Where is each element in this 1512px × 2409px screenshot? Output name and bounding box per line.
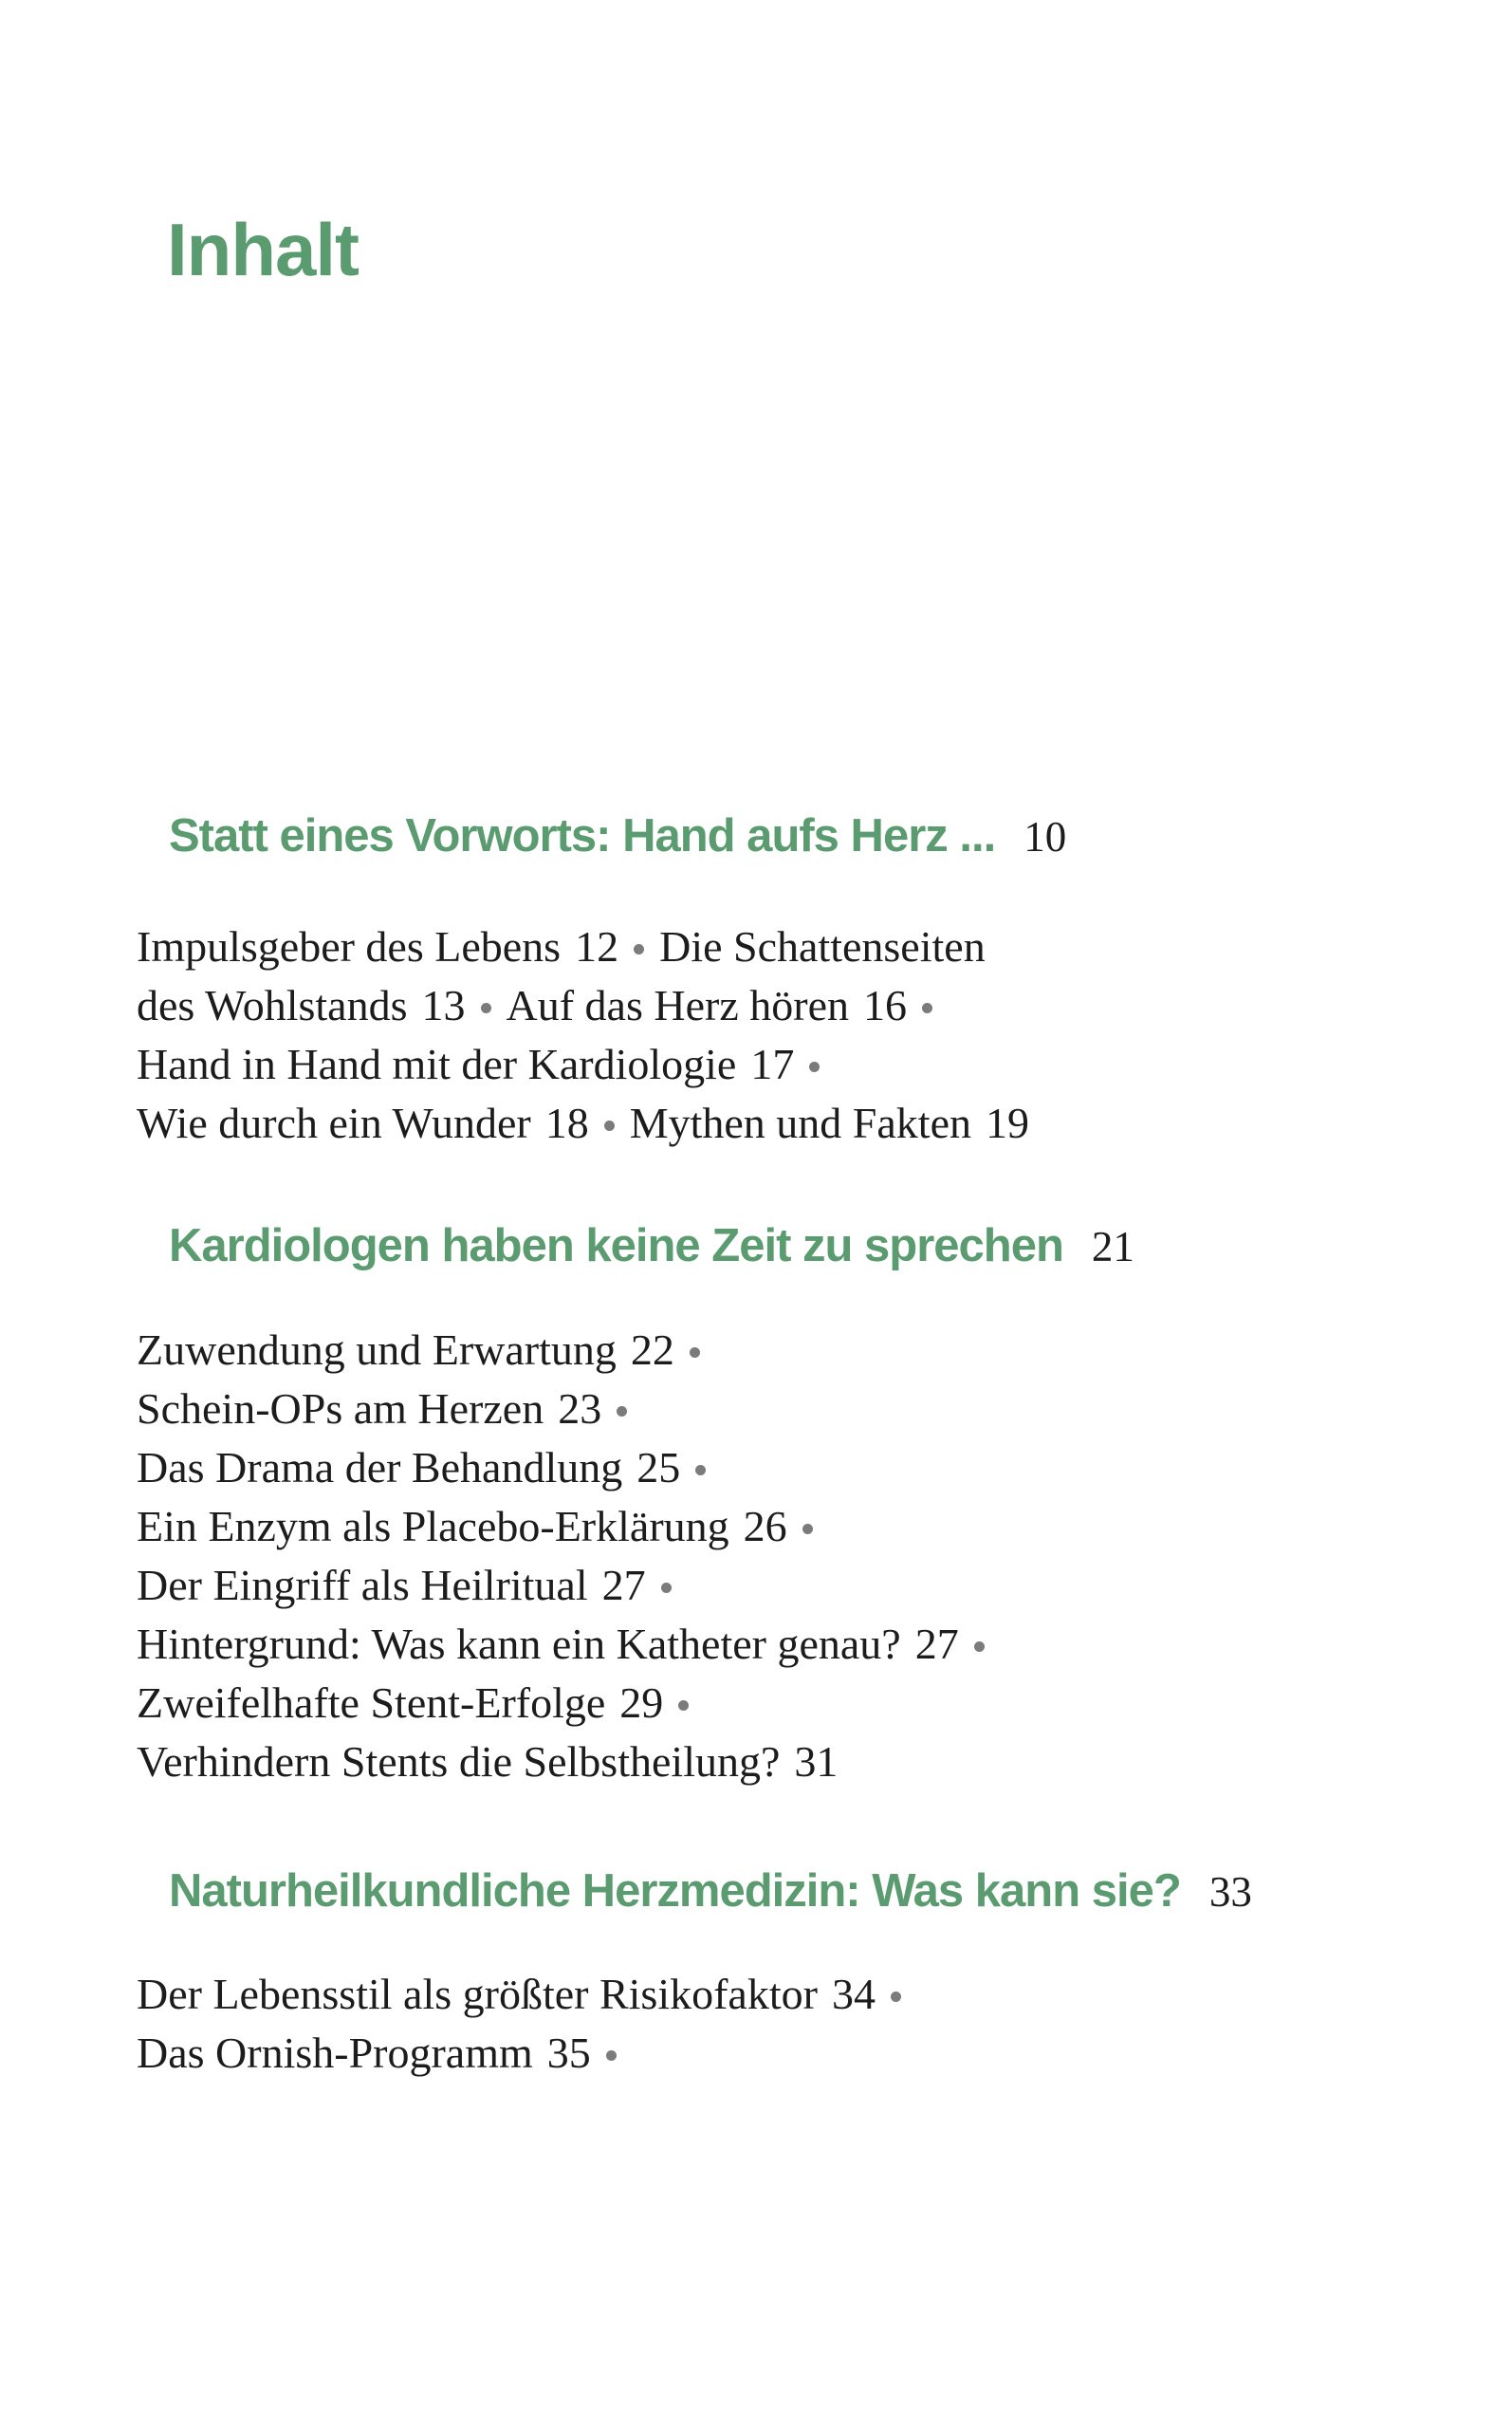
toc-entry-page-number: 16	[862, 981, 907, 1029]
section-heading-kardiologen	[169, 1217, 1134, 1275]
bullet-separator-icon	[695, 1465, 706, 1475]
toc-line	[137, 1094, 1029, 1153]
bullet-separator-icon	[604, 1121, 615, 1131]
toc-line	[137, 976, 1029, 1035]
toc-entry-page-number: 18	[544, 1099, 589, 1147]
section-heading-naturheilkunde	[169, 1862, 1252, 1920]
toc-entry-page-number: 35	[546, 2029, 591, 2077]
toc-entry-page-number: 13	[421, 981, 466, 1029]
toc-entry-title: des Wohlstands	[137, 981, 408, 1029]
toc-line	[137, 1438, 1000, 1497]
toc-entry-title: Verhindern Stents die Selbstheilung?	[137, 1737, 781, 1786]
toc-entry-page-number: 31	[794, 1737, 839, 1786]
toc-entry-title: Der Eingriff als Heilritual	[137, 1561, 588, 1609]
toc-entry-title: Schein-OPs am Herzen	[137, 1384, 544, 1433]
toc-entry-page-number: 27	[601, 1561, 646, 1609]
bullet-separator-icon	[891, 1992, 901, 2002]
bullet-separator-icon	[634, 944, 644, 954]
toc-entry-title: Die Schattenseiten	[659, 922, 986, 971]
toc-entry-title: Wie durch ein Wunder	[137, 1099, 531, 1147]
toc-entry-title: Zuwendung und Erwartung	[137, 1325, 617, 1374]
section-page-number: 10	[1023, 813, 1067, 861]
bullet-separator-icon	[690, 1347, 700, 1358]
section-page-number: 21	[1091, 1223, 1134, 1270]
bullet-separator-icon	[922, 1003, 932, 1013]
toc-line	[137, 1035, 1029, 1094]
section-entries-naturheilkunde	[137, 1965, 916, 2083]
toc-line	[137, 1733, 1000, 1791]
section-entries-vorwort	[137, 917, 1029, 1153]
section-heading-vorwort	[169, 807, 1066, 865]
toc-line	[137, 1615, 1000, 1674]
section-heading-text: Kardiologen haben keine Zeit zu sprechen	[169, 1220, 1063, 1271]
bullet-separator-icon	[802, 1524, 813, 1534]
toc-entry-title: Impulsgeber des Lebens	[137, 922, 562, 971]
bullet-separator-icon	[606, 2050, 617, 2061]
toc-entry-title: Das Drama der Behandlung	[137, 1443, 623, 1492]
toc-entry-page-number: 23	[558, 1384, 602, 1433]
bullet-separator-icon	[617, 1406, 627, 1417]
toc-entry-page-number: 25	[636, 1443, 681, 1492]
bullet-separator-icon	[809, 1062, 820, 1072]
toc-entry-page-number: 34	[831, 1970, 876, 2018]
toc-entry-page-number: 17	[750, 1040, 795, 1088]
page-title: Inhalt	[167, 208, 359, 291]
toc-line	[137, 1380, 1000, 1438]
bullet-separator-icon	[974, 1641, 985, 1652]
toc-line	[137, 1321, 1000, 1380]
toc-line	[137, 917, 1029, 976]
toc-line	[137, 1497, 1000, 1556]
toc-entry-title: Hand in Hand mit der Kardiologie	[137, 1040, 737, 1088]
toc-entry-title: Zweifelhafte Stent-Erfolge	[137, 1678, 606, 1727]
toc-entry-page-number: 12	[575, 922, 619, 971]
section-entries-kardiologen	[137, 1321, 1000, 1791]
toc-entry-page-number: 19	[985, 1099, 1029, 1147]
toc-line	[137, 1556, 1000, 1615]
bullet-separator-icon	[678, 1700, 689, 1711]
toc-entry-page-number: 27	[914, 1620, 959, 1668]
toc-entry-title: Der Lebensstil als größter Risikofaktor	[137, 1970, 818, 2018]
bullet-separator-icon	[661, 1583, 672, 1593]
toc-entry-page-number: 26	[743, 1502, 787, 1550]
toc-entry-page-number: 29	[619, 1678, 664, 1727]
bullet-separator-icon	[481, 1003, 491, 1013]
toc-line	[137, 1965, 916, 2024]
toc-entry-title: Hintergrund: Was kann ein Katheter genau?	[137, 1620, 901, 1668]
toc-line	[137, 1674, 1000, 1733]
section-page-number: 33	[1208, 1868, 1252, 1916]
toc-line	[137, 2024, 916, 2083]
toc-entry-page-number: 22	[630, 1325, 674, 1374]
section-heading-text: Naturheilkundliche Herzmedizin: Was kann sie?	[169, 1865, 1181, 1917]
toc-entry-title: Das Ornish-Programm	[137, 2029, 533, 2077]
section-heading-text: Statt eines Vorworts: Hand aufs Herz ...	[169, 810, 996, 862]
toc-entry-title: Mythen und Fakten	[629, 1099, 971, 1147]
toc-entry-title: Ein Enzym als Placebo-Erklärung	[137, 1502, 729, 1550]
toc-entry-title: Auf das Herz hören	[506, 981, 849, 1029]
